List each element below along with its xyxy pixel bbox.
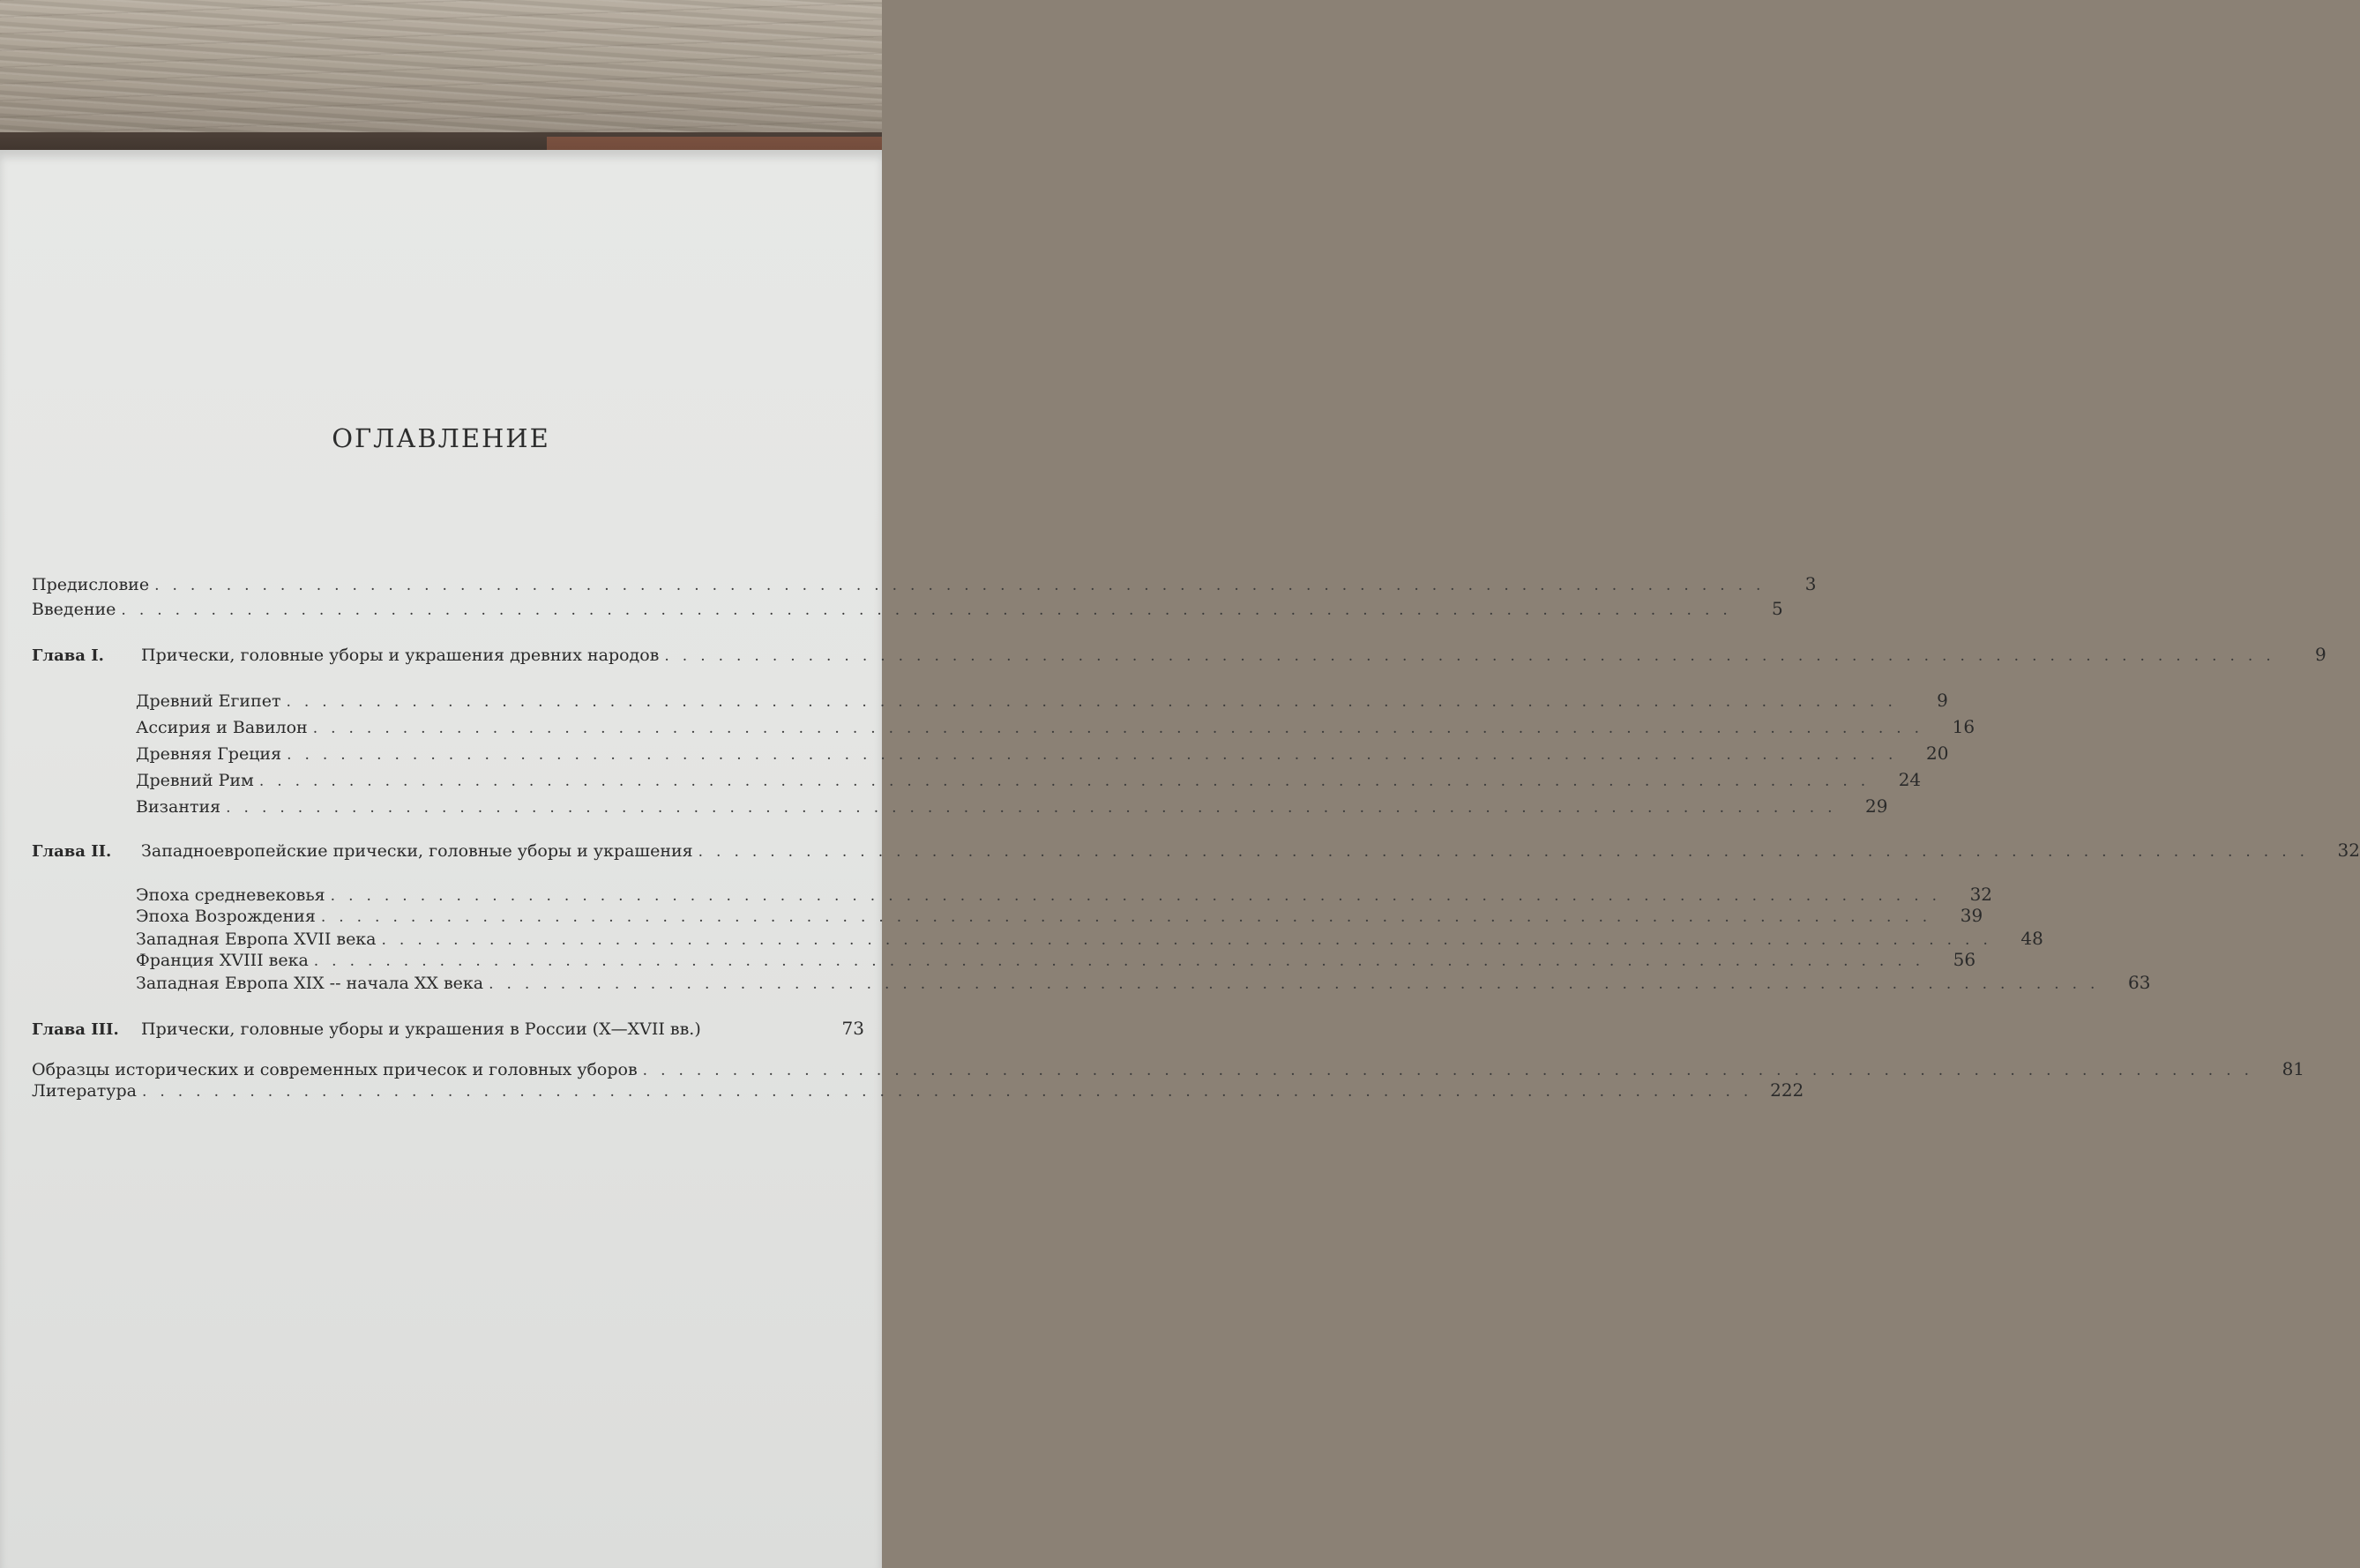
toc-entry-page: 81 (2282, 1058, 2305, 1079)
toc-entry-page: 5 (1772, 598, 1783, 619)
toc-entry-page: 24 (1898, 769, 1922, 790)
toc-leader-dots: .......................................................................................... (258, 773, 1879, 790)
toc-entry-page: 9 (1937, 690, 1948, 711)
page-title: ОГЛАВЛЕНИЕ (332, 423, 550, 453)
toc-leader-dots: .......................................................................................... (121, 601, 1741, 619)
toc-entry (32, 573, 1817, 600)
wooden-table (0, 0, 882, 154)
toc-entry (32, 598, 1783, 624)
toc-leader-dots: .......................................................................................... (330, 887, 1951, 905)
table-of-contents (0, 150, 2360, 1568)
toc-entry-page: 29 (1865, 795, 1888, 817)
toc-entry-label: Западная Европа XIX -- начала XX века (136, 974, 484, 993)
toc-entry-label: Древний Египет (136, 691, 281, 711)
toc-entry-page: 56 (1953, 949, 1976, 970)
book-page (0, 150, 2360, 1568)
toc-leader-dots: .......................................................................................... (286, 693, 1906, 711)
chapter-number: Глава II. (32, 842, 112, 861)
toc-leader-dots: .......................................................................................... (287, 746, 1907, 764)
toc-leader-dots: .......................................................................................... (226, 799, 1846, 817)
toc-leader-dots: .......................................................................................... (320, 908, 1941, 926)
toc-entry-label: Введение (32, 600, 116, 619)
toc-leader-dots: .......................................................................................... (312, 720, 1933, 737)
toc-entry-page: 63 (2128, 972, 2151, 993)
toc-entry (32, 1079, 1804, 1106)
toc-entry-page: 39 (1960, 905, 1983, 926)
toc-sub-entry (136, 769, 1922, 795)
toc-entry-label: Прически, головные уборы и украшения в России (X—XVII вв.) (141, 1019, 701, 1039)
toc-entry-label: Западноевропейские прически, головные уборы и украшения (141, 841, 693, 861)
toc-entry-label: Византия (136, 797, 221, 817)
toc-entry-page: 16 (1952, 716, 1975, 737)
toc-entry-label: Эпоха Возрождения (136, 907, 316, 926)
toc-entry-label: Предисловие (32, 575, 150, 594)
toc-entry-label: Франция XVIII века (136, 951, 309, 970)
toc-entry-label: Западная Европа XVII века (136, 930, 377, 949)
toc-entry-page: 3 (1804, 573, 1817, 594)
toc-entry-page: 222 (1770, 1079, 1804, 1101)
toc-entry-page: 9 (2315, 644, 2326, 665)
toc-sub-entry (136, 743, 1949, 769)
toc-entry-label: Древняя Греция (136, 744, 282, 764)
toc-sub-entry (136, 690, 1948, 716)
toc-chapter-entry (32, 644, 2326, 670)
toc-entry-label: Прически, головные уборы и украшения древних народов (141, 646, 660, 665)
toc-leader-dots: .......................................................................................... (642, 1062, 2263, 1079)
toc-leader-dots: .......................................................................................... (154, 577, 1774, 594)
toc-sub-entry (136, 716, 1975, 743)
toc-leader-dots: .......................................................................................... (664, 647, 2284, 665)
toc-entry-page: 32 (2337, 840, 2360, 861)
toc-entry-label: Древний Рим (136, 771, 254, 790)
chapter-number: Глава III. (32, 1020, 119, 1039)
toc-entry-label: Ассирия и Вавилон (136, 718, 308, 737)
toc-entry-label: Эпоха средневековья (136, 885, 325, 905)
toc-chapter-entry (32, 840, 2360, 866)
chapter-number: Глава I. (32, 646, 104, 665)
toc-entry-page: 73 (841, 1018, 864, 1039)
toc-entry-page: 20 (1925, 743, 1949, 764)
toc-entry-label: Образцы исторических и современных причесок и головных уборов (32, 1060, 638, 1079)
toc-leader-dots: .......................................................................................... (698, 843, 2318, 861)
toc-chapter-entry (32, 1018, 864, 1044)
toc-sub-entry (136, 795, 1888, 822)
toc-entry-page: 48 (2020, 928, 2043, 949)
toc-leader-dots: .......................................................................................... (313, 952, 1934, 970)
toc-leader-dots: .......................................................................................... (489, 975, 2109, 993)
toc-entry-label: Литература (32, 1081, 137, 1101)
toc-leader-dots: .......................................................................................... (141, 1083, 1762, 1101)
toc-leader-dots: .......................................................................................... (381, 931, 2001, 949)
toc-sub-entry (136, 972, 2151, 998)
toc-entry-page: 32 (1969, 884, 1993, 905)
